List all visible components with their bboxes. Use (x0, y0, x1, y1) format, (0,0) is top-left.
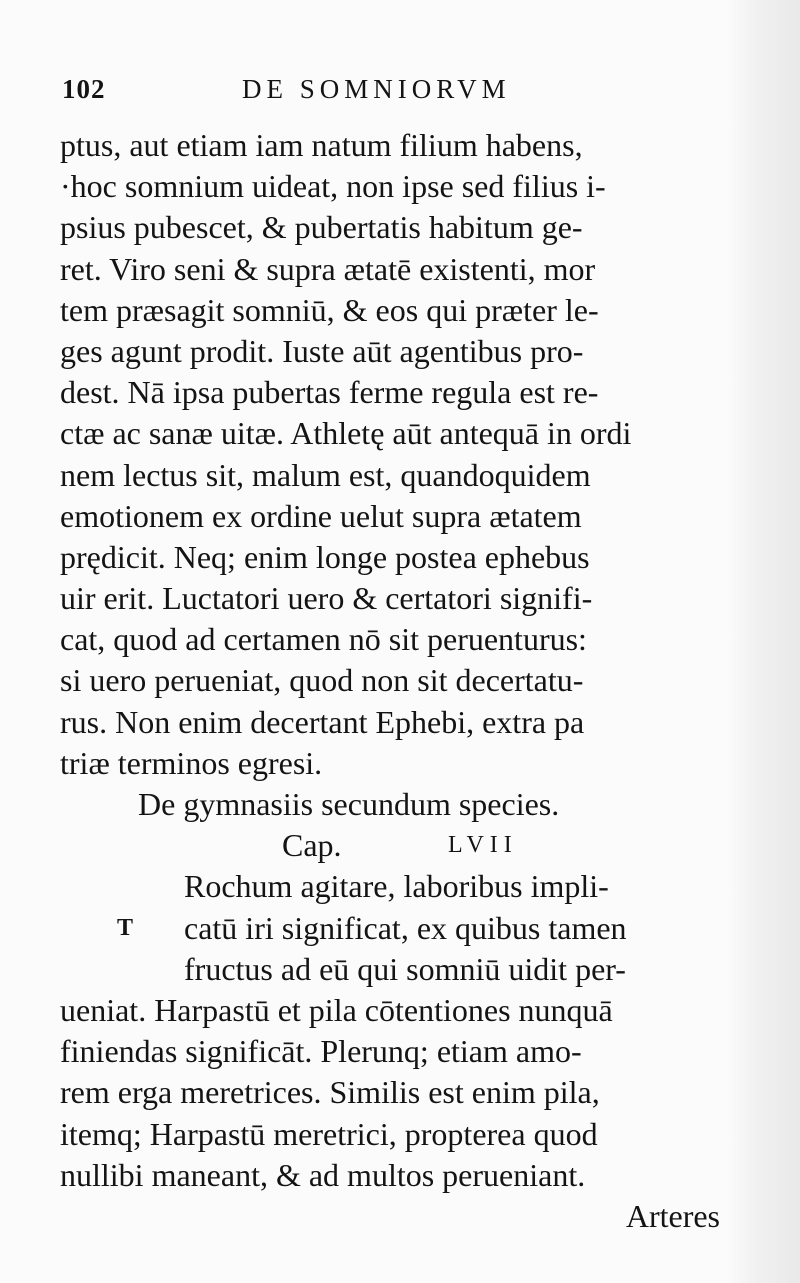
text-line: nem lectus sit, malum est, quandoquidem (60, 456, 591, 493)
text-line: emotionem ex ordine uelut supra ætatem (60, 497, 582, 534)
text-line: Rochum agitare, laboribus impli- (184, 868, 609, 905)
page-number: 102 (62, 74, 106, 104)
text-line: dest. Nā ipsa pubertas ferme regula est re- (60, 374, 599, 411)
text-block (60, 125, 720, 1237)
chapter-label (60, 825, 720, 866)
text-line: ctæ ac sanæ uitæ. Athletę aūt antequā in ordi (60, 415, 632, 452)
text-line: ges agunt prodit. Iuste aūt agentibus pro- (60, 332, 584, 369)
text-line: catū iri significat, ex quibus tamen (184, 909, 627, 946)
text-line: nullibi maneant, & ad multos perueniant. (60, 1156, 586, 1193)
initial-letter: T (117, 914, 134, 941)
text-line: uir erit. Luctatori uero & certatori signifi- (60, 580, 593, 617)
text-line: triæ terminos egresi. (60, 744, 323, 781)
text-line: psius pubescet, & pubertatis habitum ge- (60, 209, 583, 246)
text-line: itemq; Harpastū meretrici, propterea quod (60, 1115, 598, 1152)
text-line: si uero perueniat, quod non sit decertatu- (60, 662, 584, 699)
text-line: fructus ad eū qui somniū uidit per- (184, 950, 626, 987)
text-line: rus. Non enim decertant Ephebi, extra pa (60, 703, 585, 740)
text-line: tem præsagit somniū, & eos qui præter le- (60, 291, 599, 328)
running-title: DE SOMNIORVM (242, 74, 511, 104)
indented-text-line (60, 866, 720, 907)
catchword: Arteres (625, 1197, 720, 1234)
text-line: cat, quod ad certamen nō sit peruenturus: (60, 621, 587, 658)
chapter-word: Cap. (282, 827, 342, 864)
section-heading: De gymnasiis secundum species. (138, 786, 560, 822)
indented-text-line (60, 949, 720, 990)
text-line: finiendas significāt. Plerunq; etiam amo- (60, 1033, 582, 1070)
text-line: rem erga meretrices. Similis est enim pila, (60, 1074, 600, 1111)
text-line: ptus, aut etiam iam natum filium habens, (60, 127, 583, 163)
indented-text-line (60, 908, 720, 949)
text-line: ret. Viro seni & supra ætatē existenti, mor (60, 250, 596, 287)
running-head (62, 74, 722, 114)
catchword-row (60, 1196, 720, 1237)
chapter-number: LVII (448, 832, 518, 859)
text-line: ueniat. Harpastū et pila cōtentiones nunquā (60, 991, 613, 1028)
page-gutter-shadow (728, 0, 800, 1283)
text-line: ·hoc somnium uideat, non ipse sed filius i- (60, 168, 606, 205)
text-line: prędicit. Neq; enim longe postea ephebus (60, 538, 590, 575)
